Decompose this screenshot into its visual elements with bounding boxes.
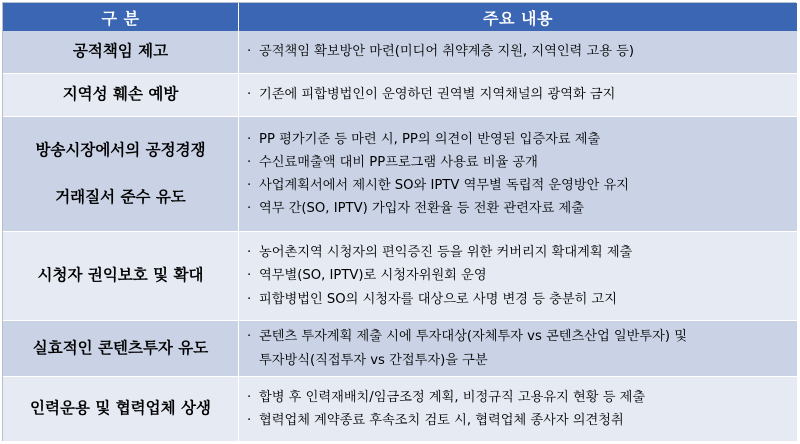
list-item: · 합병 후 인력재배치/임금조정 계획, 비정규직 고용유지 현황 등 제출 (247, 389, 646, 405)
list-item: · PP 평가기준 등 마련 시, PP의 의견이 반영된 입증자료 제출 (247, 131, 601, 147)
item-text: 농어촌지역 시청자의 편익증진 등을 위한 커버리지 확대계획 제출 (259, 245, 633, 261)
list-item: · 역무 간(SO, IPTV) 가입자 전환율 등 전환 관련자료 제출 (247, 201, 584, 217)
row-content-locality (239, 74, 797, 117)
item-text: 수신료매출액 대비 PP프로그램 사용료 비율 공개 (259, 154, 538, 170)
item-text: 사업계획서에서 제시한 SO와 IPTV 역무별 독립적 운영방안 유지 (259, 178, 630, 193)
list-item: · 피합병법인 SO의 시청자를 대상으로 사명 변경 등 충분히 고지 (247, 291, 618, 307)
row-content-content-investment (239, 321, 797, 377)
list-item: · 수신료매출액 대비 PP프로그램 사용료 비율 공개 (247, 154, 538, 170)
item-text: 합병 후 인력재배치/임금조정 계획, 비정규직 고용유지 현황 등 제출 (259, 389, 646, 405)
list-item: · 기존에 피합병법인이 운영하던 권역별 지역채널의 광역화 금지 (247, 87, 616, 103)
row-label-text: 방송시장에서의 공정경쟁 (35, 140, 206, 159)
row-label-workforce (3, 377, 239, 442)
list-item: · 사업계획서에서 제시한 SO와 IPTV 역무별 독립적 운영방안 유지 (247, 178, 630, 193)
list-item: · 농어촌지역 시청자의 편익증진 등을 위한 커버리지 확대계획 제출 (247, 245, 633, 261)
row-label-text: 실효적인 콘텐츠투자 유도 (32, 338, 209, 357)
row-label-text: 지역성 훼손 예방 (62, 85, 179, 104)
row-label-fair-competition (3, 117, 239, 232)
item-text: PP 평가기준 등 마련 시, PP의 의견이 반영된 입증자료 제출 (259, 131, 601, 147)
row-label-text: 시청자 권익보호 및 확대 (37, 266, 204, 285)
item-text: 협력업체 계약종료 후속조치 검토 시, 협력업체 종사자 의견청취 (259, 413, 624, 428)
row-label-locality (3, 74, 239, 117)
item-text: 투자방식(직접투자 vs 간접투자)을 구분 (259, 353, 488, 368)
row-content-public-responsibility (239, 31, 797, 74)
row-label-text: 공적책임 제고 (72, 42, 169, 61)
list-item: · 역무별(SO, IPTV)로 시청자위원회 운영 (247, 268, 487, 284)
row-label-text: 인력운용 및 협력업체 상생 (30, 399, 211, 418)
row-content-workforce (239, 377, 797, 442)
header-content: 주요 내용 (239, 3, 797, 31)
item-text: 피합병법인 SO의 시청자를 대상으로 사명 변경 등 충분히 고지 (259, 291, 618, 307)
row-label-viewer-rights (3, 232, 239, 321)
item-text: 역무별(SO, IPTV)로 시청자위원회 운영 (259, 268, 487, 284)
list-item-continuation (247, 352, 797, 369)
header-category: 구 분 (3, 3, 239, 31)
policy-table (2, 2, 796, 441)
row-content-viewer-rights (239, 232, 797, 321)
list-item: · 협력업체 계약종료 후속조치 검토 시, 협력업체 종사자 의견청취 (247, 413, 624, 428)
item-text: 콘텐츠 투자계획 제출 시에 투자대상(자체투자 vs 콘텐츠산업 일반투자) 및 (259, 328, 687, 344)
row-label-public-responsibility (3, 31, 239, 74)
item-text: 역무 간(SO, IPTV) 가입자 전환율 등 전환 관련자료 제출 (259, 201, 584, 217)
item-text: 기존에 피합병법인이 운영하던 권역별 지역채널의 광역화 금지 (259, 87, 616, 103)
row-label-content-investment (3, 321, 239, 377)
item-text: 공적책임 확보방안 마련(미디어 취약계층 지원, 지역인력 고용 등) (259, 44, 635, 60)
list-item: · 공적책임 확보방안 마련(미디어 취약계층 지원, 지역인력 고용 등) (247, 44, 635, 60)
row-label-text: 거래질서 준수 유도 (55, 188, 186, 206)
list-item: · 콘텐츠 투자계획 제출 시에 투자대상(자체투자 vs 콘텐츠산업 일반투자) 및 (247, 328, 687, 344)
row-content-fair-competition (239, 117, 797, 232)
